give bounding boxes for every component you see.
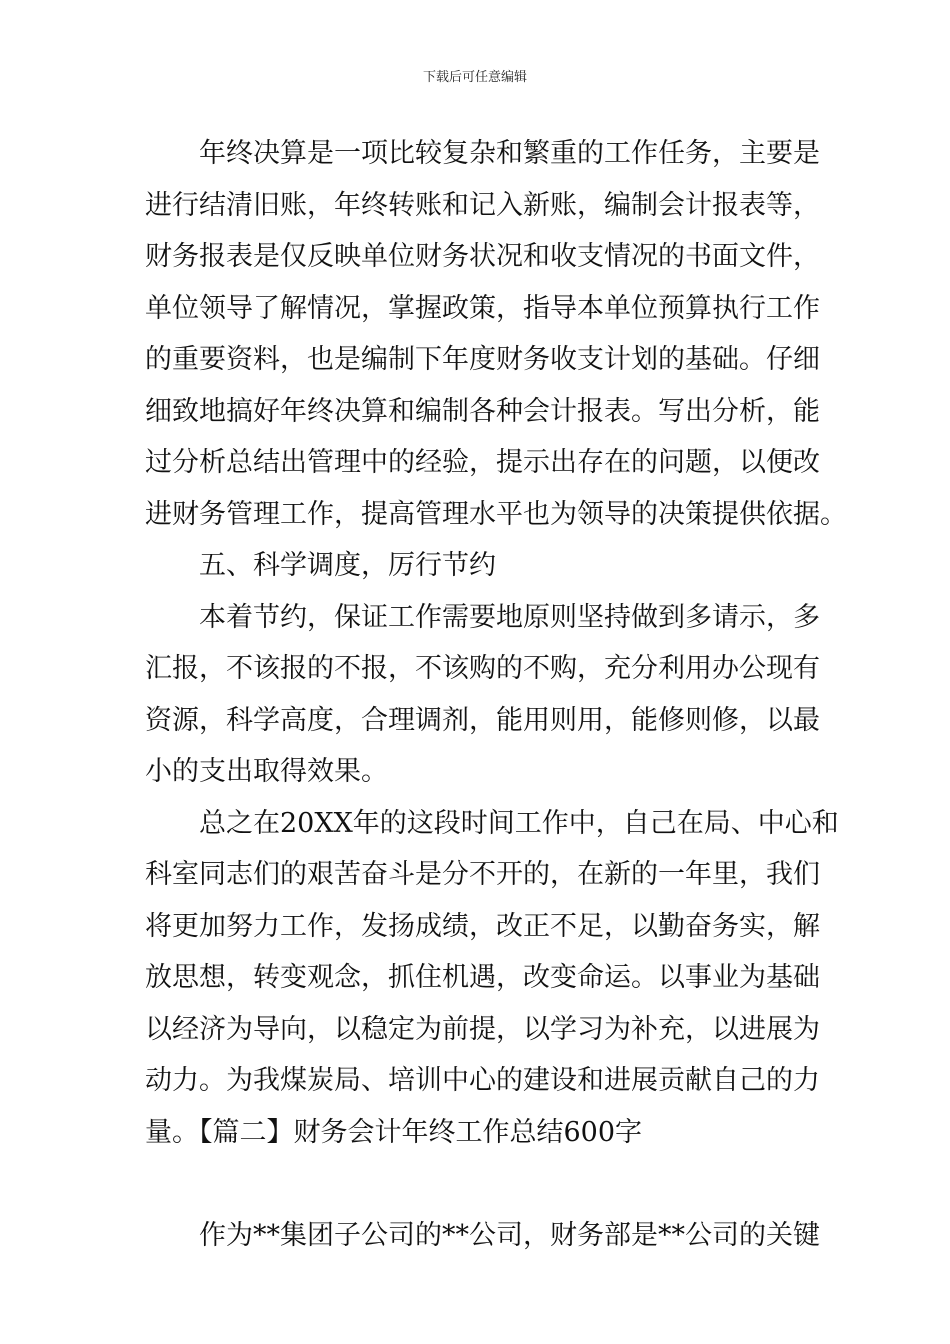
document-body [145, 128, 847, 1261]
paragraph-line: 本着节约，保证工作需要地原则坚持做到多请示，多 [199, 601, 820, 633]
paragraph-line: 过分析总结出管理中的经验，提示出存在的问题，以便改 [145, 447, 820, 478]
paragraph-line: 小的支出取得效果。 [145, 756, 388, 787]
paragraph-line: 年终决算是一项比较复杂和繁重的工作任务，主要是 [199, 138, 820, 169]
paragraph-line: 科室同志们的艰苦奋斗是分不开的，在新的一年里，我们 [145, 859, 820, 890]
paragraph-line: 放思想，转变观念，抓住机遇，改变命运。以事业为基础 [145, 962, 820, 993]
paragraph-line: 财务报表是仅反映单位财务状况和收支情况的书面文件， [145, 241, 820, 272]
paragraph-line: 量。【篇二】财务会计年终工作总结600字 [145, 1116, 643, 1148]
paragraph-line: 动力。为我煤炭局、培训中心的建设和进展贡献自己的力 [145, 1065, 820, 1096]
paragraph-line: 的重要资料，也是编制下年度财务收支计划的基础。仔细 [145, 344, 820, 375]
paragraph-line: 细致地搞好年终决算和编制各种会计报表。写出分析，能 [145, 395, 820, 427]
paragraph-line: 以经济为导向，以稳定为前提，以学习为补充，以进展为 [145, 1013, 820, 1045]
paragraph-line: 将更加努力工作，发扬成绩，改正不足，以勤奋务实，解 [145, 910, 820, 942]
paragraph-line: 汇报，不该报的不报，不该购的不购，充分利用办公现有 [145, 653, 820, 684]
paragraph-line: 总之在20XX年的这段时间工作中，自己在局、中心和 [199, 807, 839, 839]
paragraph-line: 作为**集团子公司的**公司，财务部是**公司的关键 [199, 1219, 820, 1251]
section-heading: 五、科学调度，厉行节约 [199, 550, 496, 581]
page-header: 下载后可任意编辑 [422, 70, 527, 85]
paragraph-line: 进行结清旧账，年终转账和记入新账，编制会计报表等， [145, 189, 820, 221]
paragraph-line: 进财务管理工作，提高管理水平也为领导的决策提供依据。 [145, 498, 847, 530]
paragraph-line: 资源，科学高度，合理调剂，能用则用，能修则修，以最 [145, 704, 820, 736]
paragraph-line: 单位领导了解情况，掌握政策，指导本单位预算执行工作 [145, 292, 820, 324]
paragraph-gap [145, 1158, 810, 1210]
